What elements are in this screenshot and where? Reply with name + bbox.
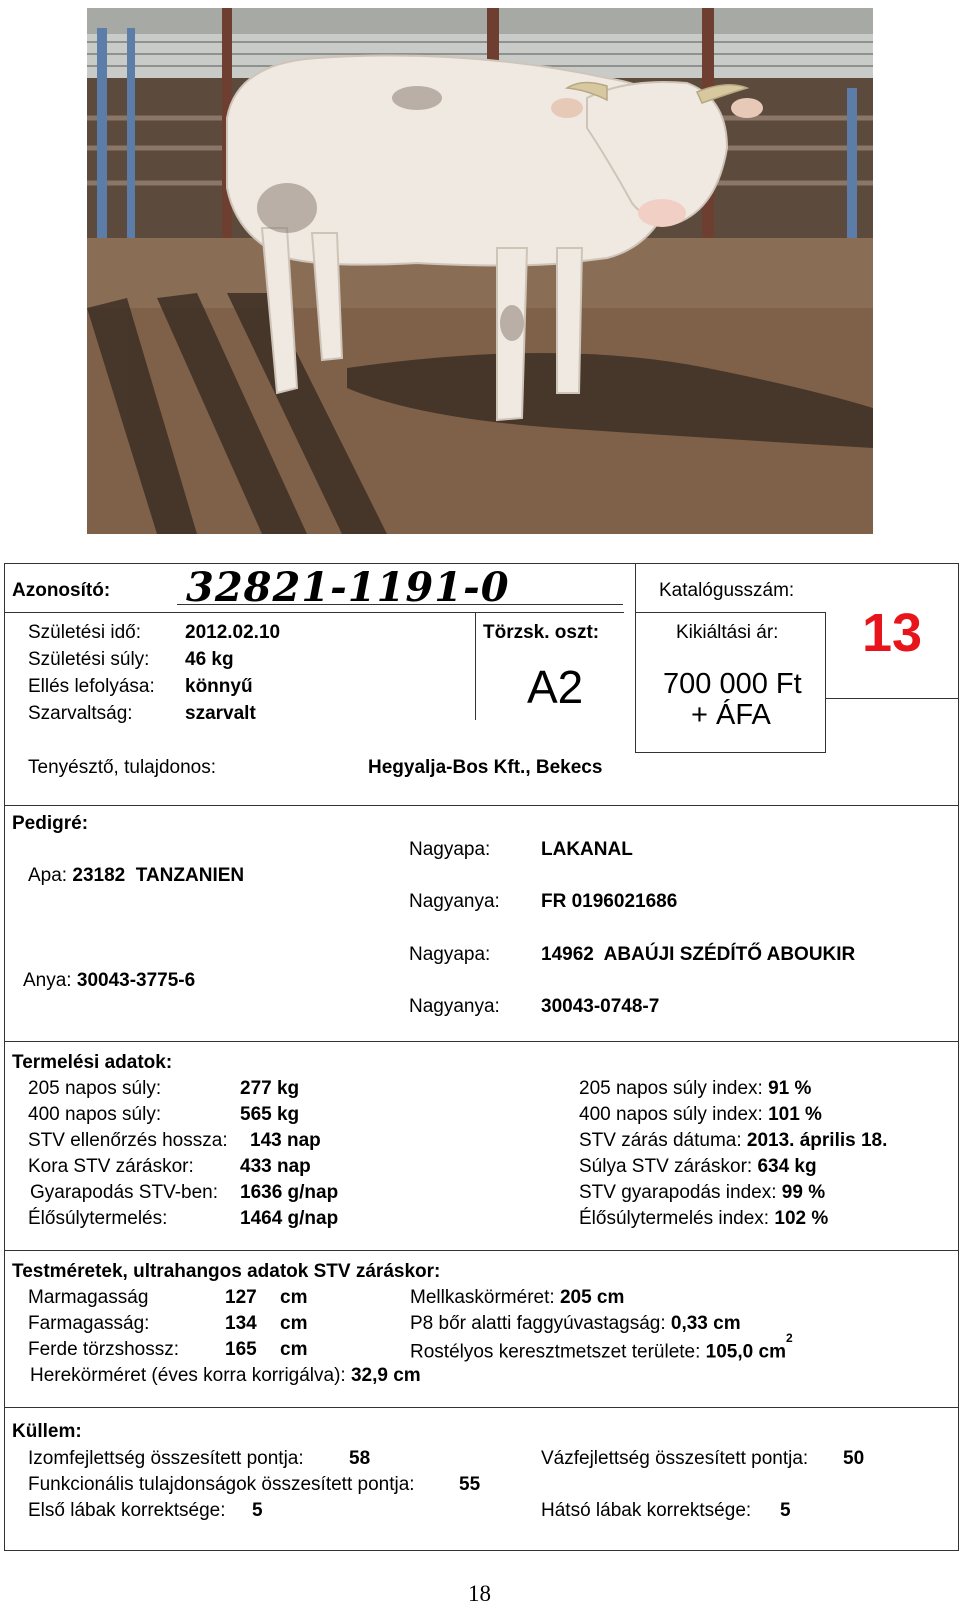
prod-index-row xyxy=(579,1131,887,1150)
prod-index-value: 634 kg xyxy=(757,1156,817,1177)
birth-weight-label: Születési súly: xyxy=(28,649,150,670)
price-vat: + ÁFA xyxy=(691,699,771,731)
dam-row xyxy=(23,971,195,990)
breeder-value xyxy=(368,758,602,777)
rump-label: Farmagasság: xyxy=(28,1313,150,1334)
rump-unit: cm xyxy=(280,1313,308,1334)
prod-index-label: 400 napos súly index: xyxy=(579,1104,763,1125)
production-title: Termelési adatok: xyxy=(12,1052,173,1073)
prod-value: 433 nap xyxy=(240,1156,311,1177)
frame-value: 50 xyxy=(843,1448,865,1469)
withers-label: Marmagasság xyxy=(28,1287,149,1308)
frame-label: Vázfejlettség összesített pontja: xyxy=(541,1448,809,1469)
dam-label: Anya: xyxy=(23,970,72,991)
birth-date-label: Születési idő: xyxy=(28,622,142,643)
prod-label: Kora STV záráskor: xyxy=(28,1156,194,1177)
sire-granddam-value: FR 0196021686 xyxy=(541,891,678,912)
sire-value: 23182 TANZANIEN xyxy=(72,865,245,886)
prod-index-label: STV zárás dátuma: xyxy=(579,1130,742,1151)
herdbook-label: Törzsk. oszt: xyxy=(483,622,600,643)
prod-label: 400 napos súly: xyxy=(28,1104,162,1125)
prod-index-row xyxy=(579,1157,817,1176)
divider xyxy=(4,1041,959,1042)
sire-row xyxy=(28,866,244,885)
horned-label: Szarvaltság: xyxy=(28,703,133,724)
function-label: Funkcionális tulajdonságok összesített pontja: xyxy=(28,1474,415,1495)
muscle-value: 58 xyxy=(349,1448,371,1469)
prod-index-label: Élősúlytermelés index: xyxy=(579,1208,770,1229)
prod-index-value: 102 % xyxy=(774,1208,829,1229)
breeder-label: Tenyésztő, tulajdonos: xyxy=(28,757,217,778)
prod-value: 565 kg xyxy=(240,1104,300,1125)
sire-grandsire-label: Nagyapa: xyxy=(409,839,491,860)
divider xyxy=(475,612,476,720)
horned-value: szarvalt xyxy=(185,703,256,724)
herdbook-class: A2 xyxy=(527,661,584,713)
rear-legs-value: 5 xyxy=(780,1500,791,1521)
muscle-label: Izomfejlettség összesített pontja: xyxy=(28,1448,304,1469)
front-legs-label: Első lábak korrektsége: xyxy=(28,1500,226,1521)
ribeye-row xyxy=(410,1331,793,1363)
price-label: Kikiáltási ár: xyxy=(676,622,779,643)
fat-label: P8 bőr alatti faggyúvastagság: xyxy=(410,1313,666,1334)
birth-weight-value: 46 kg xyxy=(185,649,234,670)
price-value: 700 000 Ft xyxy=(663,668,802,700)
dam-grandsire-value: 14962 ABAÚJI SZÉDÍTŐ ABOUKIR xyxy=(541,944,856,965)
ribeye-value: 105,0 cm xyxy=(705,1341,786,1363)
withers-value: 127 xyxy=(225,1287,257,1308)
fat-row xyxy=(410,1314,741,1333)
length-label: Ferde törzshossz: xyxy=(28,1339,179,1360)
dam-grandsire-label: Nagyapa: xyxy=(409,944,491,965)
chest-row xyxy=(410,1288,624,1307)
divider xyxy=(4,612,624,613)
ribeye-label: Rostélyos keresztmetszet területe: xyxy=(410,1341,701,1363)
prod-value: 1636 g/nap xyxy=(240,1182,339,1203)
prod-value: 143 nap xyxy=(250,1130,321,1151)
divider xyxy=(4,1250,959,1251)
page-number: 18 xyxy=(468,1581,491,1606)
bull-photo xyxy=(87,8,873,534)
divider xyxy=(635,612,825,613)
divider xyxy=(4,805,959,806)
prod-label: Gyarapodás STV-ben: xyxy=(30,1182,218,1203)
scrotal-label: Herekörméret (éves korra korrigálva): xyxy=(30,1365,346,1386)
prod-label: STV ellenőrzés hossza: xyxy=(28,1130,228,1151)
sire-label: Apa: xyxy=(28,865,68,886)
prod-index-value: 99 % xyxy=(781,1182,826,1203)
scrotal-row xyxy=(30,1366,421,1385)
prod-index-row xyxy=(579,1183,825,1202)
prod-value: 1464 g/nap xyxy=(240,1208,339,1229)
catalog-label: Katalógusszám: xyxy=(659,580,795,601)
scrotal-value: 32,9 cm xyxy=(350,1365,421,1386)
prod-index-value: 101 % xyxy=(768,1104,822,1125)
prod-index-value: 91 % xyxy=(768,1078,812,1099)
id-label: Azonosító: xyxy=(12,580,111,601)
birth-date-value: 2012.02.10 xyxy=(185,622,281,643)
body-title: Testméretek, ultrahangos adatok STV záráskor: xyxy=(12,1261,441,1282)
divider xyxy=(825,698,959,699)
dam-value: 30043-3775-6 xyxy=(76,970,196,991)
sire-grandsire-value: LAKANAL xyxy=(541,839,633,860)
rump-value: 134 xyxy=(225,1313,257,1334)
length-unit: cm xyxy=(280,1339,308,1360)
divider xyxy=(825,612,826,753)
breeder-name: Hegyalja-Bos Kft. xyxy=(368,757,526,778)
conformation-title: Küllem: xyxy=(12,1421,82,1442)
function-value: 55 xyxy=(459,1474,481,1495)
prod-index-label: 205 napos súly index: xyxy=(579,1078,763,1099)
chest-value: 205 cm xyxy=(559,1287,625,1308)
prod-index-value: 2013. április 18. xyxy=(746,1130,888,1151)
divider xyxy=(4,1407,959,1408)
dam-granddam-label: Nagyanya: xyxy=(409,996,500,1017)
prod-index-row xyxy=(579,1209,828,1228)
prod-label: Élősúlytermelés: xyxy=(28,1208,168,1229)
animal-id: 32821-1191-0 xyxy=(186,564,510,611)
chest-label: Mellkaskörméret: xyxy=(410,1287,555,1308)
calving-value: könnyű xyxy=(185,676,253,697)
fat-value: 0,33 cm xyxy=(670,1313,741,1334)
dam-granddam-value: 30043-0748-7 xyxy=(541,996,660,1017)
rear-legs-label: Hátsó lábak korrektsége: xyxy=(541,1500,752,1521)
sire-granddam-label: Nagyanya: xyxy=(409,891,500,912)
ribeye-sup: 2 xyxy=(785,1331,793,1345)
front-legs-value: 5 xyxy=(252,1500,263,1521)
breeder-place: , Bekecs xyxy=(525,757,603,778)
catalog-number: 13 xyxy=(862,603,923,663)
calving-label: Ellés lefolyása: xyxy=(28,676,155,697)
prod-index-row xyxy=(579,1105,822,1124)
pedigree-title: Pedigré: xyxy=(12,813,89,834)
withers-unit: cm xyxy=(280,1287,308,1308)
divider xyxy=(635,752,825,753)
prod-value: 277 kg xyxy=(240,1078,300,1099)
prod-index-row xyxy=(579,1079,811,1098)
divider xyxy=(635,563,636,753)
prod-label: 205 napos súly: xyxy=(28,1078,162,1099)
length-value: 165 xyxy=(225,1339,257,1360)
prod-index-label: STV gyarapodás index: xyxy=(579,1182,777,1203)
prod-index-label: Súlya STV záráskor: xyxy=(579,1156,753,1177)
